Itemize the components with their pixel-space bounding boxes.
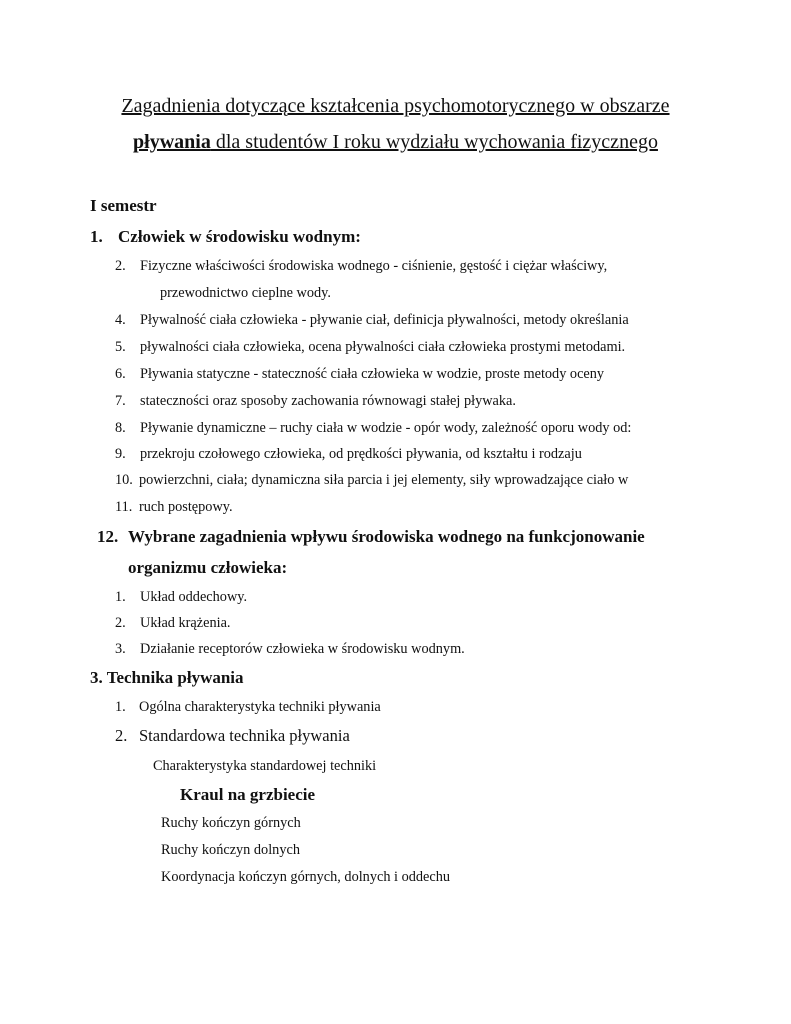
section-1-heading xyxy=(90,227,361,247)
list-item xyxy=(115,615,231,632)
list-item xyxy=(115,339,625,356)
section-2-number: 12. xyxy=(97,527,119,546)
list-item-number: 2. xyxy=(115,615,126,631)
list-item-text: powierzchni, ciała; dynamiczna siła parcia i jej elementy, siły wprowadzające ciało w xyxy=(139,472,629,488)
list-item-number: 2. xyxy=(115,726,128,745)
technique-subheading: Charakterystyka standardowej techniki xyxy=(153,758,377,774)
list-item-number: 8. xyxy=(115,420,126,436)
list-item-text: Pływanie dynamiczne – ruchy ciała w wodzie - opór wody, zależność oporu wody od: xyxy=(140,420,632,436)
section-1-title: Człowiek w środowisku wodnym: xyxy=(118,227,361,246)
document-title-line-2 xyxy=(0,130,791,154)
list-item xyxy=(115,312,629,329)
list-item-number: 5. xyxy=(115,339,126,355)
semester-heading: I semestr xyxy=(90,196,157,215)
list-item-number: 1. xyxy=(115,699,126,715)
list-item-number: 6. xyxy=(115,366,126,382)
list-item xyxy=(115,589,247,606)
list-item-text: Układ krążenia. xyxy=(140,615,231,631)
list-item-text: stateczności oraz sposoby zachowania równowagi stałej pływaka. xyxy=(140,393,516,409)
list-item-text: Pływalność ciała człowieka - pływanie ciał, definicja pływalności, metody określania xyxy=(140,312,629,328)
title-bold-word: pływania xyxy=(133,131,211,153)
list-item-text: Fizyczne właściwości środowiska wodnego - ciśnienie, gęstość i ciężar właściwy, xyxy=(140,258,608,274)
list-item-text: przewodnictwo cieplne wody. xyxy=(160,285,331,301)
list-item xyxy=(115,499,233,516)
list-item-number: 3. xyxy=(115,641,126,657)
list-item-text: ruch postępowy. xyxy=(139,499,233,515)
list-item xyxy=(115,641,465,658)
list-item-number: 9. xyxy=(115,446,126,462)
stroke-item: Ruchy kończyn górnych xyxy=(161,815,301,831)
list-item xyxy=(115,420,631,437)
section-2-heading xyxy=(97,527,645,547)
stroke-item: Ruchy kończyn dolnych xyxy=(161,842,300,858)
list-item xyxy=(115,699,381,716)
title-rest: dla studentów I roku wydziału wychowania fizycznego xyxy=(210,131,658,153)
list-item xyxy=(115,446,582,463)
list-item-text: pływalności ciała człowieka, ocena pływalności ciała człowieka prostymi metodami. xyxy=(140,339,626,355)
list-item-text: Pływania statyczne - stateczność ciała człowieka w wodzie, proste metody oceny xyxy=(140,366,605,382)
list-item-number: 7. xyxy=(115,393,126,409)
list-item-number: 1. xyxy=(115,589,126,605)
list-item-text: Ogólna charakterystyka techniki pływania xyxy=(139,699,381,715)
section-2-title-line-2: organizmu człowieka: xyxy=(128,558,288,577)
list-item-text: Układ oddechowy. xyxy=(140,589,248,605)
stroke-heading: Kraul na grzbiecie xyxy=(180,785,316,804)
list-item xyxy=(115,726,350,746)
list-item xyxy=(115,258,607,275)
list-item-number: 11. xyxy=(115,499,133,515)
list-item-text: Standardowa technika pływania xyxy=(139,726,350,745)
stroke-item: Koordynacja kończyn górnych, dolnych i oddechu xyxy=(161,869,451,885)
list-item xyxy=(115,393,516,410)
list-item-text: Działanie receptorów człowieka w środowisku wodnym. xyxy=(140,641,465,657)
list-item-number: 2. xyxy=(115,258,126,274)
list-item xyxy=(115,472,628,489)
section-3-heading: 3. Technika pływania xyxy=(90,668,244,687)
section-2-title-line-1: Wybrane zagadnienia wpływu środowiska wodnego na funkcjonowanie xyxy=(128,527,645,546)
list-item xyxy=(115,366,604,383)
section-1-number: 1. xyxy=(90,227,103,246)
list-item-text: przekroju czołowego człowieka, od prędkości pływania, od kształtu i rodzaju xyxy=(140,446,582,462)
list-item-number: 4. xyxy=(115,312,126,328)
list-item xyxy=(160,285,331,302)
document-title-line-1: Zagadnienia dotyczące kształcenia psychomotorycznego w obszarze xyxy=(121,95,670,117)
list-item-number: 10. xyxy=(115,472,133,488)
